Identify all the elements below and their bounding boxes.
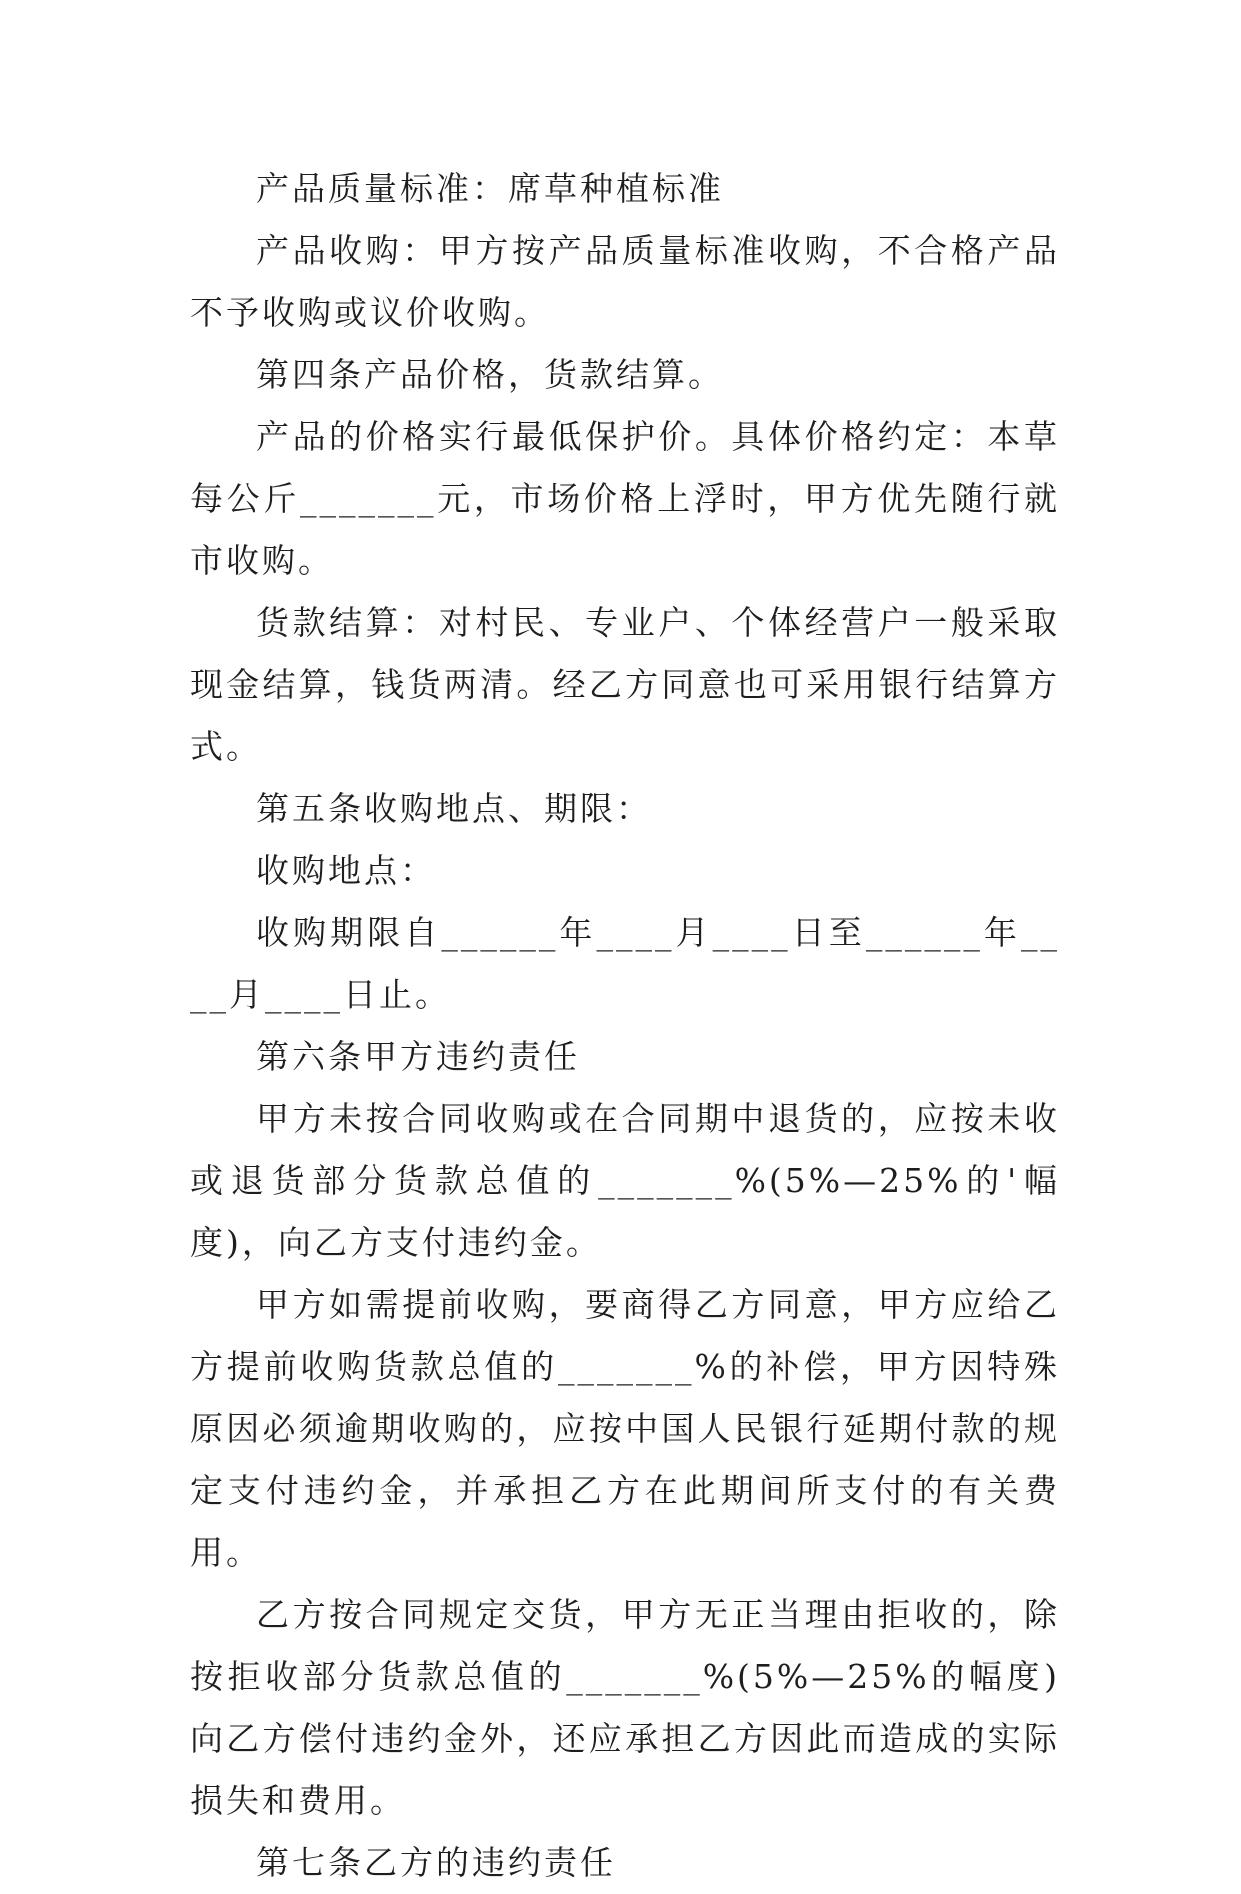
paragraph-product-purchase: 产品收购：甲方按产品质量标准收购，不合格产品不予收购或议价收购。	[190, 231, 1060, 332]
paragraph-quality-standard: 产品质量标准：席草种植标准	[256, 169, 724, 208]
paragraph-settlement: 货款结算：对村民、专业户、个体经营户一般采取现金结算，钱货两清。经乙方同意也可采用银行结算方式。	[190, 603, 1060, 766]
paragraph-party-a-breach-return: 甲方未按合同收购或在合同期中退货的，应按未收或退货部分货款总值的_______%(5%—25%的'幅度)，向乙方支付违约金。	[190, 1099, 1060, 1262]
paragraph-price: 产品的价格实行最低保护价。具体价格约定：本草每公斤_______元，市场价格上浮时，甲方优先随行就市收购。	[190, 417, 1060, 580]
paragraph-party-a-early-purchase: 甲方如需提前收购，要商得乙方同意，甲方应给乙方提前收购货款总值的_______%的补偿，甲方因特殊原因必须逾期收购的，应按中国人民银行延期付款的规定支付违约金，并承担乙方在此期间所支付的有关费用。	[190, 1285, 1060, 1572]
paragraph-purchase-period: 收购期限自______年____月____日至______年____月____日止。	[190, 913, 1060, 1014]
paragraph-article-4-heading: 第四条产品价格，货款结算。	[256, 355, 724, 394]
document-body	[190, 158, 1060, 1894]
paragraph-article-6-heading: 第六条甲方违约责任	[256, 1037, 580, 1076]
paragraph-article-7-heading: 第七条乙方的违约责任	[256, 1843, 616, 1882]
paragraph-article-5-heading: 第五条收购地点、期限：	[256, 789, 652, 828]
paragraph-party-a-refusal: 乙方按合同规定交货，甲方无正当理由拒收的，除按拒收部分货款总值的_______%(5%—25%的幅度)向乙方偿付违约金外，还应承担乙方因此而造成的实际损失和费用。	[190, 1595, 1060, 1820]
paragraph-purchase-location: 收购地点：	[256, 851, 436, 890]
